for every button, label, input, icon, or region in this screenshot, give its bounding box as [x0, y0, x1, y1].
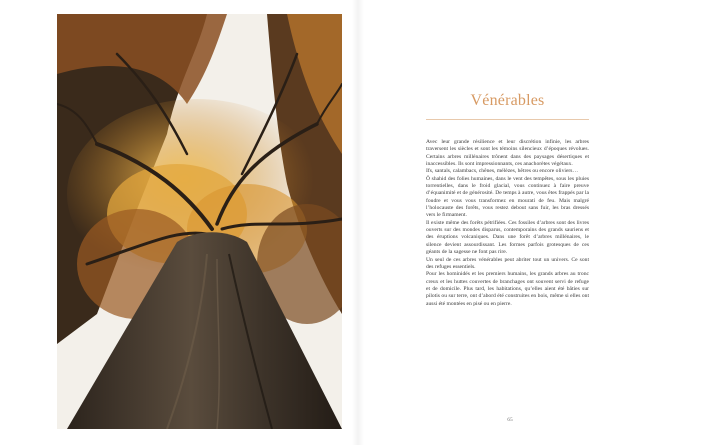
- title-rule: [426, 119, 589, 120]
- page-title: Vénérables: [470, 92, 545, 109]
- paragraph: Avec leur grande résilience et leur discrétion infinie, les arbres traversent les siècles et sont les témoins silencieux d’époques révolues. Certains arbres millénaires trônent dans des paysages désertiques et inaccessibles. Ils sont impressionnants, ces anachorètes végétaux.: [426, 139, 589, 168]
- page-number: 65: [507, 417, 513, 423]
- paragraph: Pour les hominidés et les premiers humains, les grands arbres au tronc creux et les huttes couvertes de branchages ont souvent servi de refuge et de domicile. Plus tard, les habitations, qu’elles aient été bâties sur pilotis ou sur terre, ont d’abord été construites en bois, même si elles ont aussi été montées en pisé ou en pierre.: [426, 271, 589, 307]
- paragraph: Un seul de ces arbres vénérables peut abriter tout un univers. Ce sont des refuges essentiels.: [426, 256, 589, 270]
- tree-photo: [57, 14, 342, 429]
- tree-illustration: [57, 14, 342, 429]
- paragraph: Ifs, santals, calambacs, chênes, mélèzes, hêtres ou encore oliviers…: [426, 168, 579, 175]
- body-text: [426, 139, 589, 308]
- paragraph: Il existe même des forêts pétrifiées. Ces fossiles d’arbres sont des livres ouverts sur des mondes disparus, contemporains des grands sauriens et des éruptions volcaniques. Dans une forêt d’arbres millénaires, le silence devient assourdissant. Les formes parfois grotesques de ces géants de la sagesse ne font pas rire.: [426, 219, 589, 256]
- page-gutter: [352, 0, 364, 445]
- paragraph: Ô shahid des folies humaines, dans le vent des tempêtes, sous les pluies torrentielles, dans le froid glacial, vous continuez à faire preuve d’équanimité et de générosité. De temps à autre, vous êtes frappés par la foudre et vous vous transformez en mourati de feu. Mais malgré l’holocauste des forêts, vous restez debout sans fuir, les bras dressés vers le firmament.: [426, 175, 589, 219]
